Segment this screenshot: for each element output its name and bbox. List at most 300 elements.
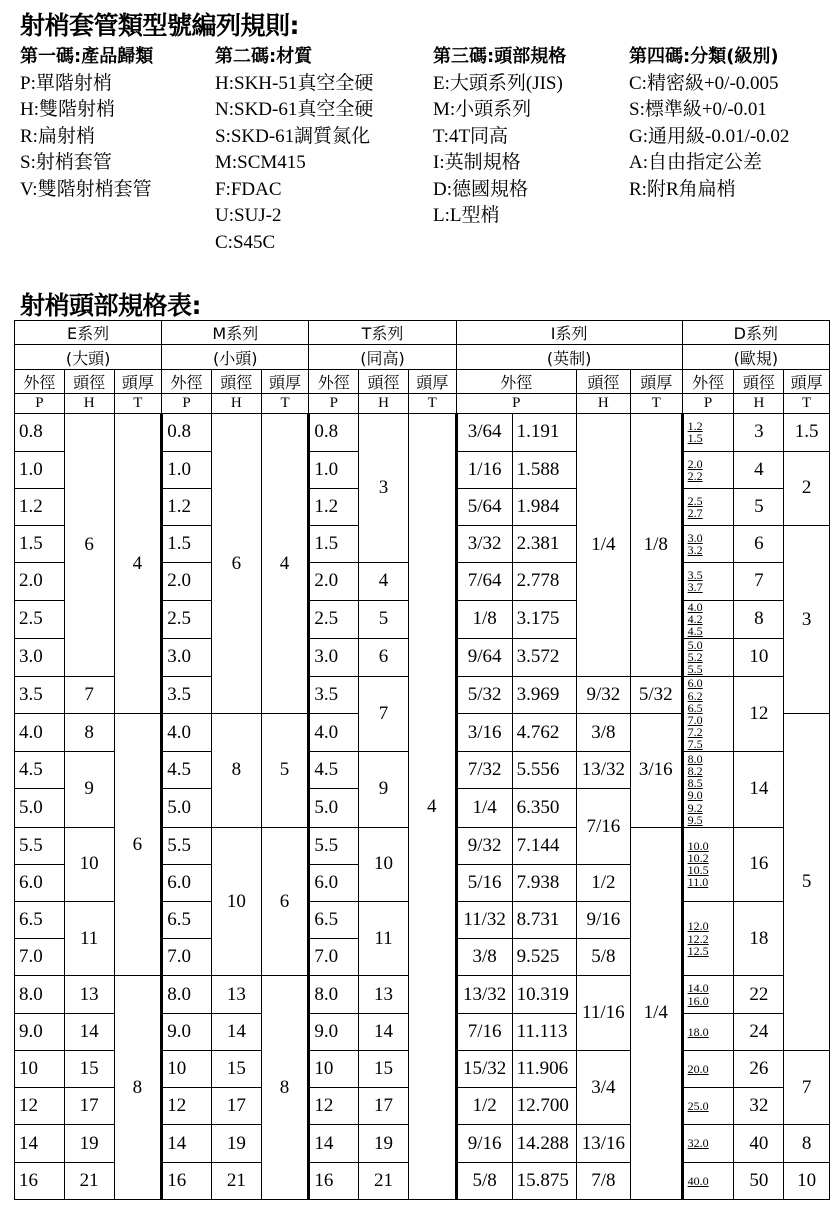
e-ht-cell: 4: [114, 414, 162, 714]
d-od-value: 3.2: [687, 543, 703, 558]
t-od-cell: 2.0: [309, 563, 359, 600]
d-ht-cell: 2: [784, 451, 830, 525]
d-od-value: 25.0: [687, 1099, 709, 1114]
t-hd-cell: 11: [359, 902, 409, 976]
t-od-cell: 16: [309, 1162, 359, 1199]
col-head-ht: 頭厚: [630, 369, 682, 393]
d-od-value: 18.0: [687, 1024, 709, 1039]
d-hd-cell: 10: [734, 638, 784, 676]
i-od-mm-cell: 10.319: [512, 976, 576, 1013]
d-ht-cell: 8: [784, 1125, 830, 1162]
d-hd-cell: 40: [734, 1125, 784, 1162]
rule-item: C:S45C: [215, 231, 276, 253]
d-od-value: 6.5: [687, 700, 703, 715]
e-od-cell: 5.0: [15, 789, 65, 827]
rule-item: D:德國規格: [433, 178, 529, 200]
i-od-mm-cell: 2.778: [512, 563, 576, 600]
e-od-cell: 6.5: [15, 902, 65, 939]
e-hd-cell: 13: [64, 976, 114, 1013]
d-od-value: 4.2: [687, 612, 703, 627]
m-hd-cell: 6: [211, 414, 261, 714]
d-ht-cell: 3: [784, 526, 830, 714]
d-hd-cell: 8: [734, 600, 784, 638]
i-hd-cell: 7/8: [576, 1162, 630, 1199]
i-hd-cell: 3/8: [576, 714, 630, 752]
d-od-value: 11.0: [687, 875, 709, 890]
e-od-cell: 9.0: [15, 1013, 65, 1050]
i-od-mm-cell: 12.700: [512, 1088, 576, 1125]
rule-item: P:單階射梢: [20, 72, 112, 94]
m-od-cell: 1.2: [162, 488, 212, 525]
d-od-cell: [682, 1088, 734, 1125]
e-hd-cell: 15: [64, 1050, 114, 1087]
i-hd-cell: 9/16: [576, 902, 630, 939]
i-od-mm-cell: 7.144: [512, 827, 576, 864]
i-od-frac-cell: 11/32: [456, 902, 512, 939]
series-sub: (小頭): [162, 345, 309, 369]
t-hd-cell: 7: [359, 676, 409, 751]
i-od-mm-cell: 1.588: [512, 451, 576, 488]
d-od-cell: [682, 1013, 734, 1050]
col-head-ht: 頭厚: [784, 369, 830, 393]
rule-head: 第三碼:頭部規格: [433, 46, 567, 67]
m-ht-cell: 5: [261, 714, 309, 827]
m-od-cell: 6.5: [162, 902, 212, 939]
d-od-value: 1.2: [687, 419, 703, 434]
i-hd-cell: 3/4: [576, 1050, 630, 1124]
e-ht-cell: 6: [114, 714, 162, 976]
rule-head: 第四碼:分類(級別): [629, 46, 779, 67]
d-od-value: 9.2: [687, 800, 703, 815]
d-od-value: 32.0: [687, 1136, 709, 1151]
d-od-cell: [682, 488, 734, 525]
i-od-frac-cell: 1/8: [456, 600, 512, 638]
col-head-ht: 頭厚: [114, 369, 162, 393]
series-sub: (大頭): [15, 345, 162, 369]
i-od-frac-cell: 3/16: [456, 714, 512, 752]
t-od-cell: 6.5: [309, 902, 359, 939]
t-hd-cell: 21: [359, 1162, 409, 1199]
series-name: T系列: [309, 321, 456, 345]
i-od-mm-cell: 3.572: [512, 638, 576, 676]
d-od-cell: [682, 1050, 734, 1087]
i-od-mm-cell: 3.175: [512, 600, 576, 638]
d-od-value: 9.0: [687, 788, 703, 803]
m-od-cell: 2.0: [162, 563, 212, 600]
i-hd-cell: 1/4: [576, 414, 630, 677]
col-head-h: H: [359, 394, 409, 414]
series-name: E系列: [15, 321, 162, 345]
col-head-t: T: [408, 394, 456, 414]
i-od-mm-cell: 6.350: [512, 789, 576, 827]
e-hd-cell: 6: [64, 414, 114, 677]
e-od-cell: 7.0: [15, 939, 65, 976]
d-hd-cell: 18: [734, 902, 784, 976]
col-head-t: T: [114, 394, 162, 414]
e-od-cell: 4.5: [15, 752, 65, 789]
d-od-cell: [682, 600, 734, 638]
m-hd-cell: 8: [211, 714, 261, 827]
i-od-frac-cell: 13/32: [456, 976, 512, 1013]
d-od-cell: [682, 563, 734, 600]
e-od-cell: 4.0: [15, 714, 65, 752]
col-head-h: H: [576, 394, 630, 414]
series-name: D系列: [682, 321, 829, 345]
t-od-cell: 6.0: [309, 864, 359, 901]
m-hd-cell: 13: [211, 976, 261, 1013]
d-hd-cell: 7: [734, 563, 784, 600]
series-sub: (英制): [456, 345, 682, 369]
i-od-frac-cell: 9/16: [456, 1125, 512, 1162]
col-head-hd: 頭徑: [64, 369, 114, 393]
i-od-mm-cell: 14.288: [512, 1125, 576, 1162]
i-od-mm-cell: 8.731: [512, 902, 576, 939]
d-od-value: 4.5: [687, 624, 703, 639]
m-ht-cell: 6: [261, 827, 309, 976]
d-od-value: 5.5: [687, 662, 703, 677]
rule-item: N:SKD-61真空全硬: [215, 99, 374, 120]
series-sub: (歐規): [682, 345, 829, 369]
i-od-mm-cell: 15.875: [512, 1162, 576, 1199]
rule-item: R:附R角扁梢: [629, 178, 736, 200]
d-od-value: 7.0: [687, 713, 703, 728]
t-od-cell: 5.5: [309, 827, 359, 864]
rule-item: R:扁射梢: [20, 125, 95, 147]
t-hd-cell: 17: [359, 1088, 409, 1125]
e-hd-cell: 19: [64, 1125, 114, 1162]
d-od-value: 20.0: [687, 1061, 709, 1076]
d-od-value: 10.2: [687, 851, 709, 866]
d-hd-cell: 24: [734, 1013, 784, 1050]
t-od-cell: 4.5: [309, 752, 359, 789]
t-od-cell: 0.8: [309, 414, 359, 451]
rule-item: S:SKD-61調質氮化: [215, 125, 371, 147]
col-head-t: T: [630, 394, 682, 414]
m-od-cell: 12: [162, 1088, 212, 1125]
m-od-cell: 0.8: [162, 414, 212, 451]
i-od-frac-cell: 9/64: [456, 638, 512, 676]
e-od-cell: 12: [15, 1088, 65, 1125]
d-hd-cell: 5: [734, 488, 784, 525]
d-hd-cell: 22: [734, 976, 784, 1013]
d-od-value: 40.0: [687, 1173, 709, 1188]
rule-item: M:小頭系列: [433, 99, 532, 120]
d-hd-cell: 50: [734, 1162, 784, 1199]
col-head-h: H: [734, 394, 784, 414]
m-hd-cell: 19: [211, 1125, 261, 1162]
spec-table: [14, 320, 830, 1200]
e-hd-cell: 14: [64, 1013, 114, 1050]
d-od-value: 2.5: [687, 493, 703, 508]
rule-item: G:通用級-0.01/-0.02: [629, 125, 790, 147]
d-hd-cell: 32: [734, 1088, 784, 1125]
table-title: 射梢頭部規格表:: [20, 291, 201, 320]
i-od-frac-cell: 3/32: [456, 526, 512, 563]
t-hd-cell: 19: [359, 1125, 409, 1162]
m-od-cell: 10: [162, 1050, 212, 1087]
m-od-cell: 7.0: [162, 939, 212, 976]
d-od-value: 2.7: [687, 505, 703, 520]
i-od-frac-cell: 1/16: [456, 451, 512, 488]
d-od-value: 7.5: [687, 737, 703, 752]
d-hd-cell: 3: [734, 414, 784, 451]
d-hd-cell: 26: [734, 1050, 784, 1087]
m-od-cell: 9.0: [162, 1013, 212, 1050]
d-od-cell: [682, 414, 734, 451]
d-hd-cell: 14: [734, 752, 784, 827]
rule-item: S:標準級+0/-0.01: [629, 99, 767, 120]
i-od-frac-cell: 5/8: [456, 1162, 512, 1199]
e-od-cell: 10: [15, 1050, 65, 1087]
col-head-h: H: [64, 394, 114, 414]
rule-col-3: [433, 44, 566, 230]
i-od-mm-cell: 1.191: [512, 414, 576, 451]
t-hd-cell: 3: [359, 414, 409, 563]
series-name: M系列: [162, 321, 309, 345]
rule-item: H:SKH-51真空全硬: [215, 72, 374, 94]
d-od-value: 3.7: [687, 580, 703, 595]
e-hd-cell: 21: [64, 1162, 114, 1199]
m-ht-cell: 8: [261, 976, 309, 1200]
e-hd-cell: 11: [64, 902, 114, 976]
d-od-cell: [682, 976, 734, 1013]
i-od-frac-cell: 5/16: [456, 864, 512, 901]
t-hd-cell: 13: [359, 976, 409, 1013]
m-hd-cell: 15: [211, 1050, 261, 1087]
col-head-ht: 頭厚: [261, 369, 309, 393]
rule-item: A:自由指定公差: [629, 152, 763, 173]
d-od-cell: [682, 451, 734, 488]
d-od-value: 8.0: [687, 751, 703, 766]
m-od-cell: 16: [162, 1162, 212, 1199]
e-od-cell: 1.5: [15, 526, 65, 563]
t-od-cell: 7.0: [309, 939, 359, 976]
d-od-value: 7.2: [687, 725, 703, 740]
col-head-p: P: [162, 394, 212, 414]
rule-item: L:L型梢: [433, 205, 500, 226]
i-od-mm-cell: 4.762: [512, 714, 576, 752]
rules-title: 射梢套管類型號編列規則:: [20, 11, 299, 40]
d-ht-cell: 7: [784, 1050, 830, 1124]
i-od-mm-cell: 1.984: [512, 488, 576, 525]
col-head-p: P: [456, 394, 576, 414]
d-od-value: 16.0: [687, 993, 709, 1008]
rule-item: C:精密級+0/-0.005: [629, 72, 779, 94]
m-hd-cell: 17: [211, 1088, 261, 1125]
m-hd-cell: 21: [211, 1162, 261, 1199]
table-row: [15, 414, 830, 451]
t-od-cell: 3.0: [309, 638, 359, 676]
t-od-cell: 4.0: [309, 714, 359, 752]
i-od-mm-cell: 11.906: [512, 1050, 576, 1087]
e-hd-cell: 7: [64, 676, 114, 713]
e-od-cell: 8.0: [15, 976, 65, 1013]
i-od-frac-cell: 3/8: [456, 939, 512, 976]
t-hd-cell: 6: [359, 638, 409, 676]
i-hd-cell: 13/32: [576, 752, 630, 789]
d-od-value: 8.5: [687, 776, 703, 791]
m-hd-cell: 10: [211, 827, 261, 976]
m-ht-cell: 4: [261, 414, 309, 714]
rule-item: H:雙階射梢: [20, 99, 116, 120]
rule-col-1: [20, 44, 153, 203]
e-ht-cell: 8: [114, 976, 162, 1200]
d-od-cell: [682, 827, 734, 901]
e-od-cell: 5.5: [15, 827, 65, 864]
i-ht-cell: 1/8: [630, 414, 682, 677]
d-ht-cell: 5: [784, 714, 830, 1051]
d-od-value: 6.0: [687, 676, 703, 691]
i-od-frac-cell: 7/64: [456, 563, 512, 600]
i-od-frac-cell: 1/4: [456, 789, 512, 827]
i-od-frac-cell: 3/64: [456, 414, 512, 451]
rule-item: F:FDAC: [215, 178, 282, 200]
e-od-cell: 14: [15, 1125, 65, 1162]
t-od-cell: 2.5: [309, 600, 359, 638]
t-od-cell: 3.5: [309, 676, 359, 713]
col-head-hd: 頭徑: [734, 369, 784, 393]
d-od-cell: [682, 1162, 734, 1199]
d-ht-cell: 1.5: [784, 414, 830, 451]
col-head-t: T: [784, 394, 830, 414]
d-od-value: 12.5: [687, 943, 709, 958]
rule-col-2: [215, 44, 373, 256]
t-od-cell: 1.5: [309, 526, 359, 563]
d-od-cell: [682, 902, 734, 976]
t-od-cell: 14: [309, 1125, 359, 1162]
m-od-cell: 1.5: [162, 526, 212, 563]
i-ht-cell: 5/32: [630, 676, 682, 713]
t-od-cell: 9.0: [309, 1013, 359, 1050]
t-hd-cell: 14: [359, 1013, 409, 1050]
d-od-cell: [682, 676, 734, 751]
t-od-cell: 5.0: [309, 789, 359, 827]
d-od-value: 3.0: [687, 530, 703, 545]
i-od-mm-cell: 11.113: [512, 1013, 576, 1050]
i-hd-cell: 7/16: [576, 789, 630, 864]
col-head-od: 外徑: [456, 369, 576, 393]
series-sub: (同高): [309, 345, 456, 369]
i-od-frac-cell: 9/32: [456, 827, 512, 864]
i-hd-cell: 11/16: [576, 976, 630, 1050]
m-od-cell: 1.0: [162, 451, 212, 488]
e-od-cell: 16: [15, 1162, 65, 1199]
rule-item: V:雙階射梢套管: [20, 178, 152, 200]
i-hd-cell: 13/16: [576, 1125, 630, 1162]
col-head-p: P: [682, 394, 734, 414]
i-od-frac-cell: 5/64: [456, 488, 512, 525]
col-head-od: 外徑: [309, 369, 359, 393]
t-ht-cell: 4: [408, 414, 456, 1200]
rule-item: S:射梢套管: [20, 152, 112, 173]
col-head-hd: 頭徑: [211, 369, 261, 393]
d-od-value: 8.2: [687, 763, 703, 778]
i-od-frac-cell: 1/2: [456, 1088, 512, 1125]
t-od-cell: 1.0: [309, 451, 359, 488]
col-head-ht: 頭厚: [408, 369, 456, 393]
m-od-cell: 6.0: [162, 864, 212, 901]
d-od-value: 10.5: [687, 863, 709, 878]
t-od-cell: 1.2: [309, 488, 359, 525]
col-head-hd: 頭徑: [576, 369, 630, 393]
t-od-cell: 10: [309, 1050, 359, 1087]
e-od-cell: 3.5: [15, 676, 65, 713]
d-hd-cell: 12: [734, 676, 784, 751]
i-od-mm-cell: 3.969: [512, 676, 576, 713]
d-od-value: 12.2: [687, 931, 709, 946]
d-od-value: 10.0: [687, 838, 709, 853]
d-od-value: 5.0: [687, 638, 703, 652]
rule-item: M:SCM415: [215, 152, 306, 173]
d-hd-cell: 4: [734, 451, 784, 488]
m-od-cell: 5.5: [162, 827, 212, 864]
d-od-value: 1.5: [687, 431, 703, 446]
col-head-p: P: [309, 394, 359, 414]
t-hd-cell: 9: [359, 752, 409, 827]
t-hd-cell: 10: [359, 827, 409, 901]
i-ht-cell: 1/4: [630, 827, 682, 1199]
d-od-cell: [682, 526, 734, 563]
d-od-value: 4.0: [687, 600, 703, 614]
i-od-frac-cell: 7/32: [456, 752, 512, 789]
e-od-cell: 2.0: [15, 563, 65, 600]
t-od-cell: 8.0: [309, 976, 359, 1013]
col-head-od: 外徑: [162, 369, 212, 393]
rule-item: U:SUJ-2: [215, 205, 282, 226]
col-head-t: T: [261, 394, 309, 414]
e-hd-cell: 9: [64, 752, 114, 827]
m-od-cell: 4.5: [162, 752, 212, 789]
i-hd-cell: 9/32: [576, 676, 630, 713]
m-od-cell: 5.0: [162, 789, 212, 827]
d-od-value: 14.0: [687, 981, 709, 996]
e-od-cell: 3.0: [15, 638, 65, 676]
e-hd-cell: 8: [64, 714, 114, 752]
e-od-cell: 0.8: [15, 414, 65, 451]
e-od-cell: 6.0: [15, 864, 65, 901]
d-hd-cell: 16: [734, 827, 784, 901]
t-hd-cell: 15: [359, 1050, 409, 1087]
rule-head: 第二碼:材質: [215, 46, 313, 67]
m-od-cell: 3.0: [162, 638, 212, 676]
m-od-cell: 14: [162, 1125, 212, 1162]
col-head-od: 外徑: [682, 369, 734, 393]
i-hd-cell: 1/2: [576, 864, 630, 901]
m-od-cell: 8.0: [162, 976, 212, 1013]
d-od-value: 6.2: [687, 688, 703, 703]
i-od-mm-cell: 2.381: [512, 526, 576, 563]
i-od-frac-cell: 7/16: [456, 1013, 512, 1050]
col-head-od: 外徑: [15, 369, 65, 393]
d-od-cell: [682, 1125, 734, 1162]
col-head-p: P: [15, 394, 65, 414]
col-head-h: H: [211, 394, 261, 414]
d-od-value: 12.0: [687, 919, 709, 934]
rule-col-4: [629, 44, 789, 203]
m-hd-cell: 14: [211, 1013, 261, 1050]
e-hd-cell: 10: [64, 827, 114, 901]
t-hd-cell: 5: [359, 600, 409, 638]
i-od-mm-cell: 9.525: [512, 939, 576, 976]
col-head-hd: 頭徑: [359, 369, 409, 393]
i-ht-cell: 3/16: [630, 714, 682, 827]
i-od-mm-cell: 5.556: [512, 752, 576, 789]
e-od-cell: 1.2: [15, 488, 65, 525]
d-od-value: 5.2: [687, 650, 703, 665]
d-od-value: 2.2: [687, 468, 703, 483]
d-od-cell: [682, 752, 734, 827]
d-ht-cell: 10: [784, 1162, 830, 1199]
